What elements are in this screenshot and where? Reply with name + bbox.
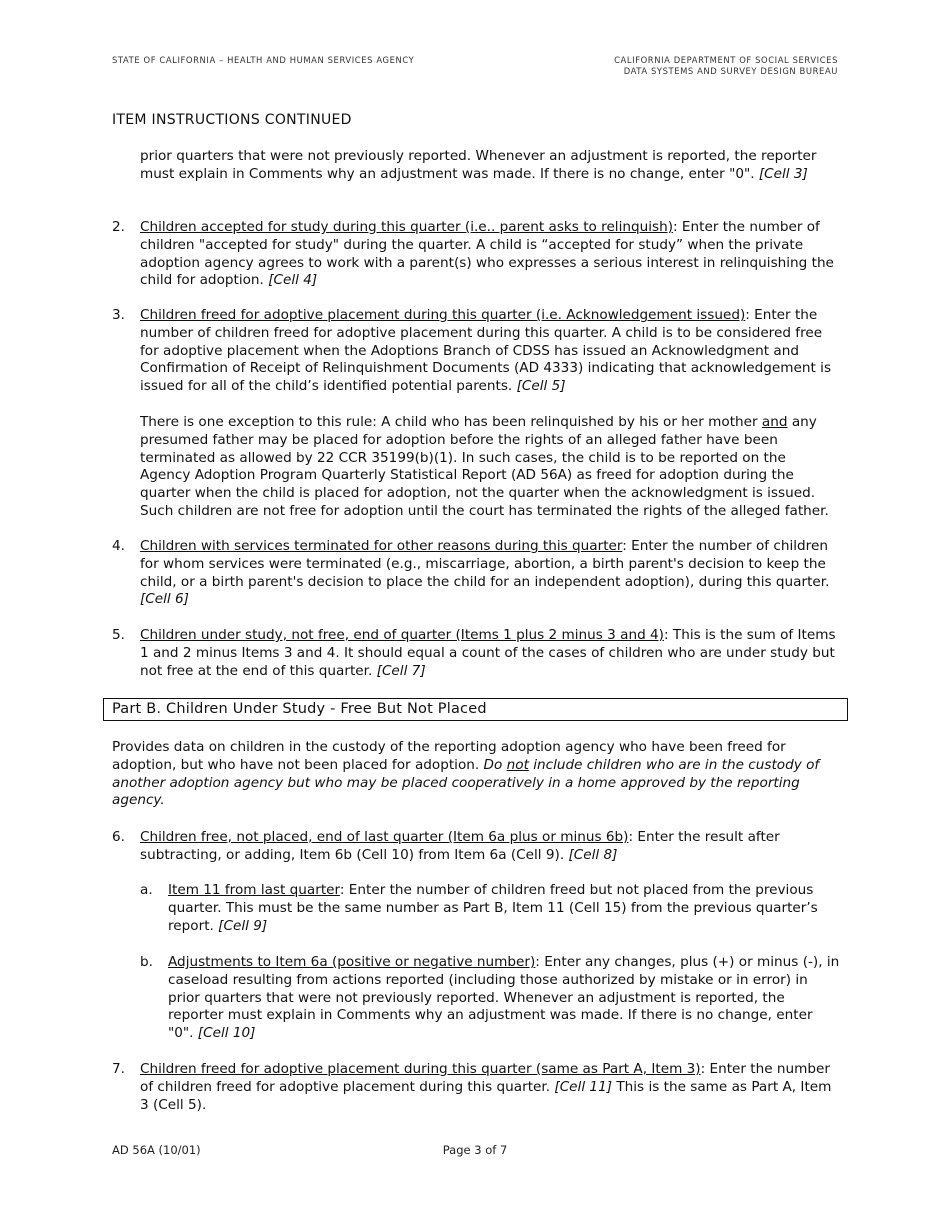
part-b-heading: Part B. Children Under Study - Free But Not Placed bbox=[103, 698, 848, 721]
item-title: Children freed for adoptive placement during this quarter (i.e. Acknowledgement issued) bbox=[140, 307, 746, 323]
cell-ref: [Cell 5] bbox=[516, 378, 566, 395]
form-number: AD 56A (10/01) bbox=[112, 1143, 201, 1157]
item-title: Children under study, not free, end of quarter (Items 1 plus 2 minus 3 and 4) bbox=[140, 627, 664, 643]
continuation-paragraph: prior quarters that were not previously reported. Whenever an adjustment is reported, the reporter must explain in Comments why an adjustment was made. If there is no change, enter "0". [Cell 3] bbox=[140, 148, 817, 182]
item-title: Children with services terminated for other reasons during this quarter bbox=[140, 538, 623, 554]
item-title: Children free, not placed, end of last quarter (Item 6a plus or minus 6b) bbox=[140, 829, 629, 845]
item-2-paragraph: Children accepted for study during this quarter (i.e.. parent asks to relinquish): Enter the number of children "accepted for study" during the quarter. A child is “accepted for study” when the private adoption agency agrees to work with a parent(s) who expresses a serious interest in relinquishing the child for adoption. [Cell 4] bbox=[140, 219, 834, 289]
item-4-paragraph: Children with services terminated for other reasons during this quarter: Enter the number of children for whom services were terminated (e.g., miscarriage, abortion, a birth parent's decision to keep the child, or a birth parent's decision to place the child for an independent adoption), during this quarter. [Cell 6] bbox=[140, 538, 830, 608]
section-title: ITEM INSTRUCTIONS CONTINUED bbox=[112, 112, 352, 128]
item-number: 5. bbox=[112, 627, 125, 643]
item-title: Children accepted for study during this quarter (i.e.. parent asks to relinquish) bbox=[140, 219, 674, 235]
item-7-paragraph: Children freed for adoptive placement during this quarter (same as Part A, Item 3): Enter the number of children freed for adoptive placement during this quarter. [Cell 11] This is the same as Part A, Item 3 (Cell 5). bbox=[140, 1061, 832, 1113]
item-3-paragraph: Children freed for adoptive placement during this quarter (i.e. Acknowledgement issued): Enter the number of children freed for adoptive placement during this quarter. A child is to be considered free for adoptive placement when the Adoptions Branch of CDSS has issued an Acknowledgment and Confirmation of Receipt of Relinquishment Documents (AD 4333) indicating that acknowledgement is issued for all of the child’s identified potential parents. [Cell 5] bbox=[140, 307, 832, 395]
item-number: 3. bbox=[112, 307, 125, 323]
bureau-name: DATA SYSTEMS AND SURVEY DESIGN BUREAU bbox=[623, 66, 838, 76]
item-6b-paragraph: Adjustments to Item 6a (positive or negative number): Enter any changes, plus (+) or minus (-), in caseload resulting from actions reported (including those authorized by mistake or in error) in prior quarters that were not previously reported. Whenever an adjustment is reported, the reporter must explain in Comments why an adjustment was made. If there is no change, enter "0". [Cell 10] bbox=[168, 954, 840, 1042]
agency-header: STATE OF CALIFORNIA – HEALTH AND HUMAN SERVICES AGENCY bbox=[112, 55, 415, 65]
item-6a-paragraph: Item 11 from last quarter: Enter the number of children freed but not placed from the previous quarter. This must be the same number as Part B, Item 11 (Cell 15) from the previous quarter’s report. [Cell 9] bbox=[168, 882, 818, 934]
page-number: Page 3 of 7 bbox=[442, 1143, 508, 1157]
subitem-letter: a. bbox=[140, 882, 153, 898]
cell-ref: [Cell 3] bbox=[758, 165, 808, 182]
item-number: 4. bbox=[112, 538, 125, 554]
item-title: Adjustments to Item 6a (positive or negative number) bbox=[168, 954, 536, 970]
cell-ref: [Cell 7] bbox=[376, 662, 426, 679]
item-number: 2. bbox=[112, 219, 125, 235]
item-number: 7. bbox=[112, 1061, 125, 1077]
item-5-paragraph: Children under study, not free, end of quarter (Items 1 plus 2 minus 3 and 4): This is the sum of Items 1 and 2 minus Items 3 and 4. It should equal a count of the cases of children who are under study but not free at the end of this quarter. [Cell 7] bbox=[140, 627, 836, 679]
item-title: Children freed for adoptive placement during this quarter (same as Part A, Item 3) bbox=[140, 1061, 701, 1077]
item-number: 6. bbox=[112, 829, 125, 845]
part-b-intro: Provides data on children in the custody of the reporting adoption agency who have been freed for adoption, but who have not been placed for adoption. Do not include children who are in the custody of another adoption agency but who may be placed cooperatively in a home approved by the reporting agency. bbox=[112, 739, 820, 809]
department-name: CALIFORNIA DEPARTMENT OF SOCIAL SERVICES bbox=[614, 55, 838, 65]
cell-ref: [Cell 6] bbox=[140, 591, 189, 608]
cell-ref: [Cell 4] bbox=[268, 272, 318, 289]
cell-ref: [Cell 11] bbox=[554, 1078, 613, 1095]
cell-ref: [Cell 9] bbox=[218, 917, 268, 934]
cell-ref: [Cell 8] bbox=[568, 846, 618, 863]
item-6-paragraph: Children free, not placed, end of last quarter (Item 6a plus or minus 6b): Enter the result after subtracting, or adding, Item 6b (Cell 10) from Item 6a (Cell 9). [Cell 8] bbox=[140, 829, 780, 863]
item-3-exception-paragraph: There is one exception to this rule: A child who has been relinquished by his or her mother and any presumed father may be placed for adoption before the rights of an alleged father have been terminated as allowed by 22 CCR 35199(b)(1). In such cases, the child is to be reported on the Agency Adoption Program Quarterly Statistical Report (AD 56A) as freed for adoption during the quarter when the child is placed for adoption, not the quarter when the acknowledgment is issued. Such children are not free for adoption until the court has terminated the rights of the alleged father. bbox=[140, 414, 829, 519]
subitem-letter: b. bbox=[140, 954, 153, 970]
department-header bbox=[614, 55, 838, 77]
cell-ref: [Cell 10] bbox=[197, 1025, 256, 1042]
item-title: Item 11 from last quarter bbox=[168, 882, 340, 898]
